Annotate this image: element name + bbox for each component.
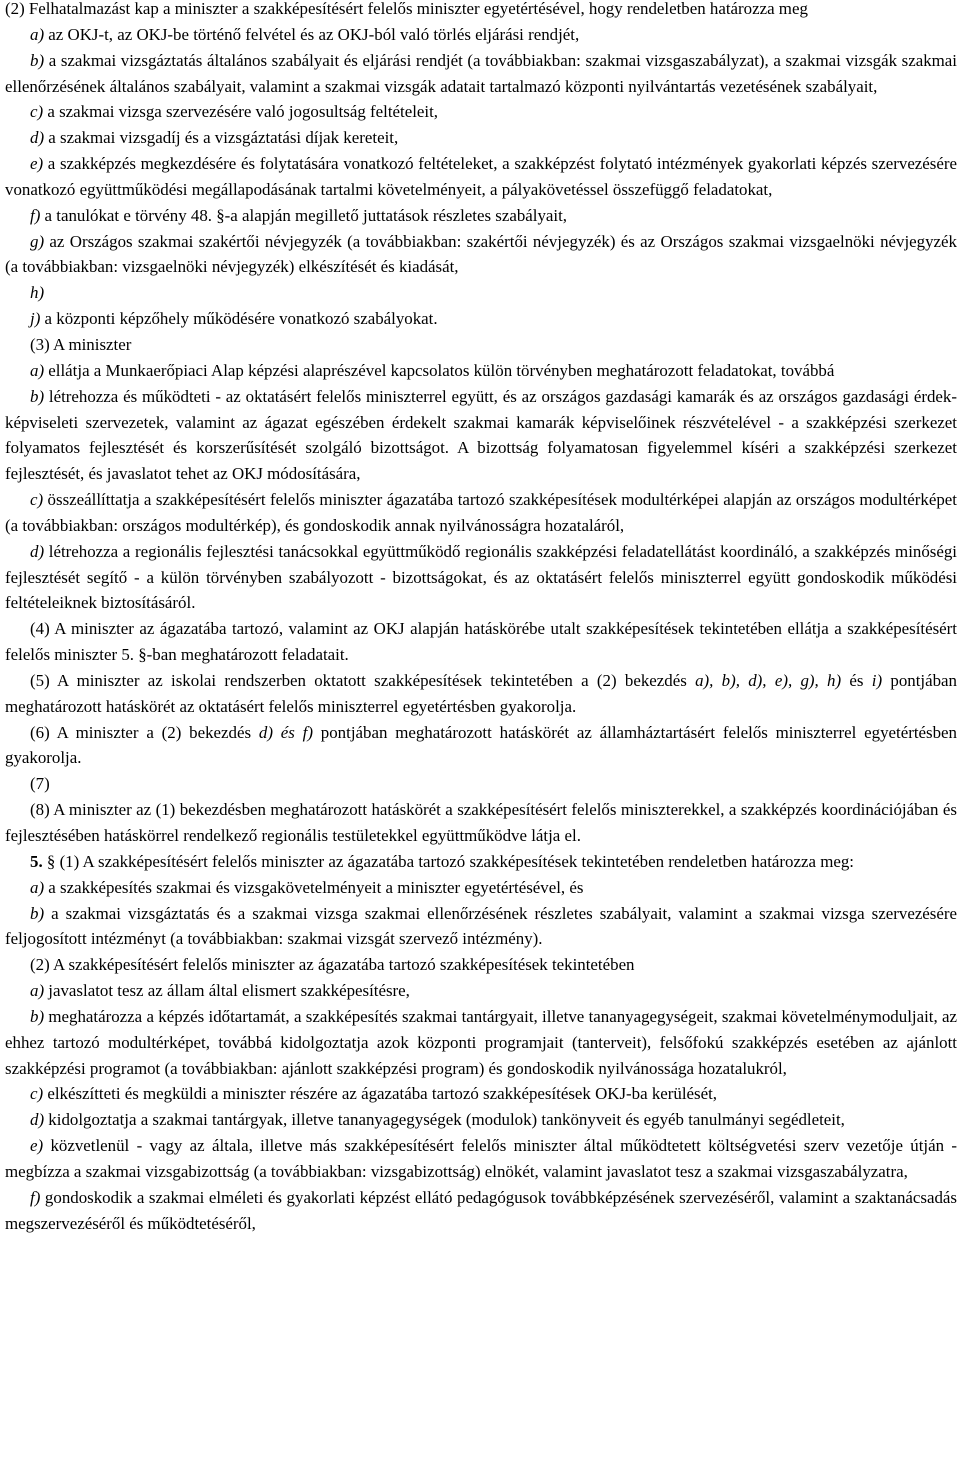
paragraph bbox=[5, 1185, 957, 1237]
point-marker: a) bbox=[30, 981, 45, 1001]
paragraph bbox=[5, 1133, 957, 1185]
paragraph-text: létrehozza a regionális fejlesztési tanácsokkal együttműködő regionális szakképzési feladatellátást koordináló, a szakképzés minőségi fejlesztését segítő - a külön törvényben szabályozott - bizottságokat, és az oktatásért felelős miniszterrel együtt gondoskodik működési feltételeiknek biztosításáról. bbox=[5, 541, 957, 613]
point-marker: c) bbox=[30, 1084, 44, 1104]
point-marker: h) bbox=[30, 283, 45, 303]
paragraph bbox=[5, 616, 957, 668]
point-marker: c) bbox=[30, 102, 44, 122]
paragraph-text: a központi képzőhely működésére vonatkozó szabályokat. bbox=[40, 309, 438, 329]
paragraph bbox=[5, 306, 957, 332]
paragraph bbox=[5, 280, 957, 306]
point-marker: b) bbox=[30, 903, 45, 923]
paragraph bbox=[5, 48, 957, 100]
paragraph bbox=[5, 978, 957, 1004]
paragraph bbox=[5, 358, 957, 384]
paragraph bbox=[5, 203, 957, 229]
paragraph bbox=[5, 720, 957, 772]
paragraph-text: javaslatot tesz az állam által elismert szakképesítésre, bbox=[44, 981, 410, 1001]
document-body bbox=[5, 0, 957, 1237]
section-number: 5. bbox=[30, 851, 43, 871]
paragraph bbox=[5, 229, 957, 281]
paragraph-text: pontjában meghatározott hatáskörét az államháztartásért felelős miniszterrel egyetértésben gyakorolja. bbox=[5, 722, 957, 768]
paragraph-text: az Országos szakmai szakértői névjegyzék (a továbbiakban: szakértői névjegyzék) és az Országos szakmai vizsgaelnöki névjegyzék (a továbbiakban: vizsgaelnöki névjegyzék) elkészítését és kiadását, bbox=[5, 231, 957, 277]
paragraph bbox=[5, 849, 957, 875]
point-marker: f) bbox=[30, 1187, 41, 1207]
paragraph-text: a szakmai vizsga szervezésére való jogosultság feltételeit, bbox=[43, 102, 439, 122]
paragraph-text: (4) A miniszter az ágazatába tartozó, valamint az OKJ alapján hatáskörébe utalt szakképesítések tekintetében ellátja a szakképesítésért felelős miniszter 5. §-ban meghatározott feladatait. bbox=[5, 619, 957, 665]
point-marker: d) bbox=[30, 128, 45, 148]
paragraph bbox=[5, 125, 957, 151]
paragraph-text: összeállíttatja a szakképesítésért felelős miniszter ágazatába tartozó szakképesítések modultérképei alapján az országos modultérképet (a továbbiakban: országos modultérkép), és gondoskodik annak nyilvánosságra hozataláról, bbox=[5, 490, 957, 535]
point-marker: d) bbox=[30, 1110, 45, 1130]
paragraph-text: a szakmai vizsgáztatás általános szabályait és eljárási rendjét (a továbbiakban: szakmai vizsgaszabályzat), a szakmai vizsgák szakmai ellenőrzésének általános szabályait, valamint a szakmai vizsgák adatait tartalmazó központi nyilvántartás vezetésének szabályait, bbox=[5, 50, 957, 96]
paragraph-text: elkészítteti és megküldi a miniszter részére az ágazatába tartozó szakképesítések OKJ-ba kerülését, bbox=[43, 1084, 718, 1104]
paragraph-text: a szakmai vizsgáztatás és a szakmai vizsga szakmai ellenőrzésének részletes szabályait, valamint a szakmai vizsga szervezésére feljogosított intézményt (a továbbiakban: szakmai vizsgát szervező intézmény). bbox=[5, 903, 957, 949]
paragraph bbox=[5, 384, 957, 487]
paragraph-text: meghatározza a képzés időtartamát, a szakképesítés szakmai tantárgyait, illetve tananyagegységeit, szakmai követelménymoduljait, az ehhez tartozó modultérképet, továbbá kidolgoztatja azok központi programjait (tanterveit), felsőfokú szakképzés esetében az ajánlott szakképzési programot (a továbbiakban: ajánlott szakképzési program) és gondoskodik nyilvánossága hozatalukról, bbox=[5, 1006, 957, 1078]
point-marker: f) bbox=[30, 205, 41, 225]
paragraph-text: létrehozza és működteti - az oktatásért felelős miniszterrel együtt, és az országos gazdasági kamarák és az országos gazdasági érdek-képviseleti szervezetek, valamint az ágazat egészében érdekelt szakmai kamarák képviselőinek részvételével - a szakképzési szerkezet folyamatos fejlesztését és korszerűsítését szolgáló bizottságot. A bizottság folyamatosan figyelemmel kíséri a szakképzési szerkezet fejlesztését, és javaslatot tehet az OKJ módosítására, bbox=[5, 386, 957, 484]
paragraph-text: a tanulókat e törvény 48. §-a alapján megillető juttatások részletes szabályait, bbox=[40, 205, 568, 225]
paragraph bbox=[5, 668, 957, 720]
paragraph-text: a szakképesítés szakmai és vizsgakövetelményeit a miniszter egyetértésével, és bbox=[44, 877, 584, 897]
point-marker: a) bbox=[30, 24, 45, 44]
paragraph-text: (7) bbox=[30, 774, 50, 794]
point-marker: e) bbox=[30, 1136, 44, 1156]
point-marker: b) bbox=[30, 1006, 45, 1026]
paragraph bbox=[5, 952, 957, 978]
paragraph bbox=[5, 901, 957, 953]
point-marker: i) bbox=[871, 670, 883, 690]
point-marker: d) és f) bbox=[258, 722, 313, 742]
paragraph bbox=[5, 151, 957, 203]
paragraph bbox=[5, 487, 957, 539]
paragraph-text: § (1) A szakképesítésért felelős miniszter az ágazatába tartozó szakképesítések tekintetében rendeletben határozza meg: bbox=[42, 851, 854, 871]
paragraph-text: kidolgoztatja a szakmai tantárgyak, illetve tananyagegységek (modulok) tankönyveit és egyéb tanulmányi segédleteit, bbox=[44, 1110, 845, 1130]
point-marker: j) bbox=[30, 309, 41, 329]
paragraph bbox=[5, 539, 957, 617]
point-marker: a), b), d), e), g), h) bbox=[695, 670, 842, 690]
paragraph-text: (2) A szakképesítésért felelős miniszter az ágazatába tartozó szakképesítések tekintetében bbox=[30, 955, 635, 975]
paragraph-text: és bbox=[841, 670, 872, 690]
paragraph-text: az OKJ-t, az OKJ-be történő felvétel és az OKJ-ból való törlés eljárási rendjét, bbox=[44, 24, 580, 44]
paragraph-text: közvetlenül - vagy az általa, illetve más szakképesítésért felelős miniszter által működtetett költségvetési szerv vezetője útján - megbízza a szakmai vizsgabizottság (a továbbiakban: vizsgabizottság) elnökét, valamint javaslatot tesz a szakmai vizsgaszabályzatra, bbox=[5, 1136, 957, 1181]
paragraph-text: (5) A miniszter az iskolai rendszerben oktatott szakképesítések tekintetében a (2) bekezdés bbox=[30, 670, 696, 690]
point-marker: e) bbox=[30, 154, 44, 174]
paragraph bbox=[5, 1004, 957, 1082]
paragraph-text: (2) Felhatalmazást kap a miniszter a szakképesítésért felelős miniszter egyetértésével, hogy rendeletben határozza meg bbox=[5, 0, 808, 18]
paragraph bbox=[5, 875, 957, 901]
paragraph bbox=[5, 99, 957, 125]
paragraph-text: (6) A miniszter a (2) bekezdés bbox=[30, 722, 259, 742]
point-marker: d) bbox=[30, 541, 45, 561]
paragraph bbox=[5, 0, 957, 22]
paragraph-text: gondoskodik a szakmai elméleti és gyakorlati képzést ellátó pedagógusok továbbképzésének szervezéséről, valamint a szaktanácsadás megszervezéséről és működtetéséről, bbox=[5, 1187, 957, 1233]
paragraph-text: a szakképzés megkezdésére és folytatására vonatkozó feltételeket, a szakképzést folytató intézmények gyakorlati képzés szervezésére vonatkozó együttműködési megállapodásának tartalmi követelményeit, a pályakövetéssel összefüggő feladatokat, bbox=[5, 154, 957, 199]
point-marker: a) bbox=[30, 877, 45, 897]
point-marker: b) bbox=[30, 50, 45, 70]
point-marker: g) bbox=[30, 231, 45, 251]
point-marker: c) bbox=[30, 490, 44, 510]
paragraph bbox=[5, 22, 957, 48]
point-marker: b) bbox=[30, 386, 45, 406]
paragraph-text: pontjában meghatározott hatáskörét az oktatásért felelős miniszterrel egyetértésben gyakorolja. bbox=[5, 670, 957, 716]
paragraph bbox=[5, 1107, 957, 1133]
paragraph-text: a szakmai vizsgadíj és a vizsgáztatási díjak kereteit, bbox=[44, 128, 399, 148]
paragraph-text: (8) A miniszter az (1) bekezdésben meghatározott hatáskörét a szakképesítésért felelős miniszterekkel, a szakképzés koordinációjában és fejlesztésében hatáskörrel rendelkező regionális testületekkel együttműködve látja el. bbox=[5, 800, 957, 845]
paragraph bbox=[5, 1081, 957, 1107]
point-marker: a) bbox=[30, 360, 45, 380]
paragraph-text: ellátja a Munkaerőpiaci Alap képzési alaprészével kapcsolatos külön törvényben meghatározott feladatokat, továbbá bbox=[44, 360, 835, 380]
paragraph-text: (3) A miniszter bbox=[30, 334, 132, 354]
paragraph bbox=[5, 771, 957, 797]
paragraph bbox=[5, 332, 957, 358]
paragraph bbox=[5, 797, 957, 849]
